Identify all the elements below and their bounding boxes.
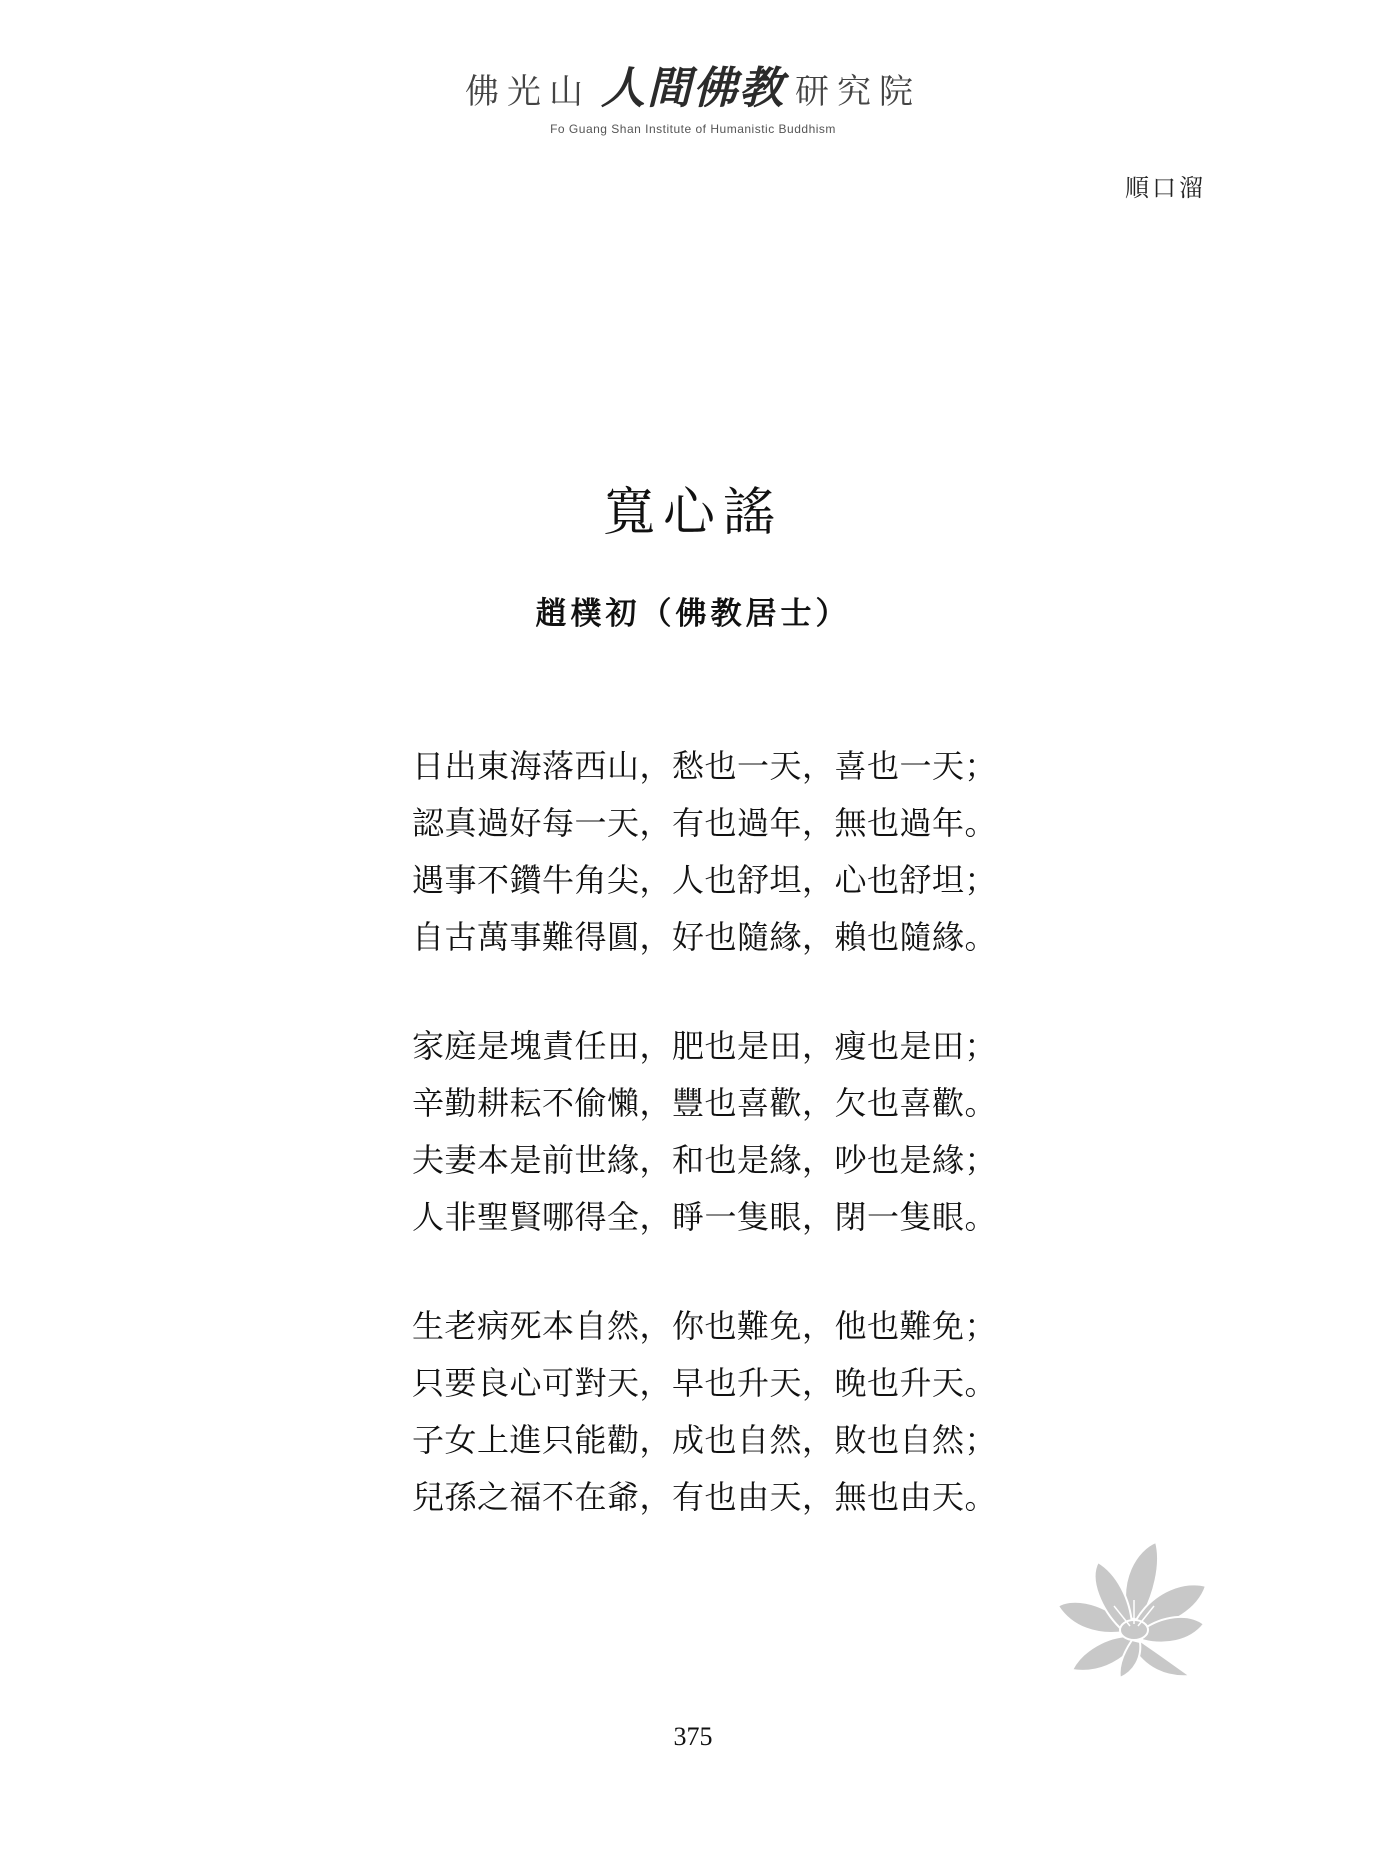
- stanza: [412, 1298, 1032, 1526]
- poem-line: 遇事不鑽牛角尖，人也舒坦，心也舒坦；: [412, 861, 998, 899]
- poem-author: 趙樸初（佛教居士）: [535, 596, 851, 632]
- logo-brush-text: 人間佛教: [601, 63, 785, 114]
- lotus-flower-icon: [1058, 1540, 1208, 1678]
- poem-line: 人非聖賢哪得全，睜一隻眼，閉一隻眼。: [412, 1198, 998, 1236]
- poem-line: 夫妻本是前世緣，和也是緣，吵也是緣；: [412, 1141, 998, 1179]
- poem-line: 認真過好每一天，有也過年，無也過年。: [412, 804, 998, 842]
- logo-subtitle: Fo Guang Shan Institute of Humanistic Buddhism: [550, 122, 836, 136]
- institute-logo: [0, 52, 1386, 116]
- poem-line: 辛勤耕耘不偷懶，豐也喜歡，欠也喜歡。: [412, 1084, 998, 1122]
- logo-text-left: 佛光山: [465, 72, 591, 112]
- poem-line: 只要良心可對天，早也升天，晚也升天。: [412, 1364, 998, 1402]
- poem-line: 生老病死本自然，你也難免，他也難免；: [412, 1307, 998, 1345]
- page-number: 375: [673, 1722, 713, 1751]
- logo-text-right: 研究院: [795, 72, 921, 112]
- stanza: [412, 1018, 1032, 1246]
- page-header: [0, 52, 1386, 136]
- stanza: [412, 738, 1032, 966]
- poem-line: 自古萬事難得圓，好也隨緣，賴也隨緣。: [412, 918, 998, 956]
- category-label: 順口溜: [1125, 174, 1206, 202]
- poem-line: 子女上進只能勸，成也自然，敗也自然；: [412, 1421, 998, 1459]
- poem-line: 日出東海落西山，愁也一天，喜也一天；: [412, 747, 998, 785]
- poem-line: 家庭是塊責任田，肥也是田，瘦也是田；: [412, 1027, 998, 1065]
- poem-body: [412, 738, 1032, 1578]
- poem-line: 兒孫之福不在爺，有也由天，無也由天。: [412, 1478, 998, 1516]
- poem-title: 寬心謠: [602, 483, 783, 543]
